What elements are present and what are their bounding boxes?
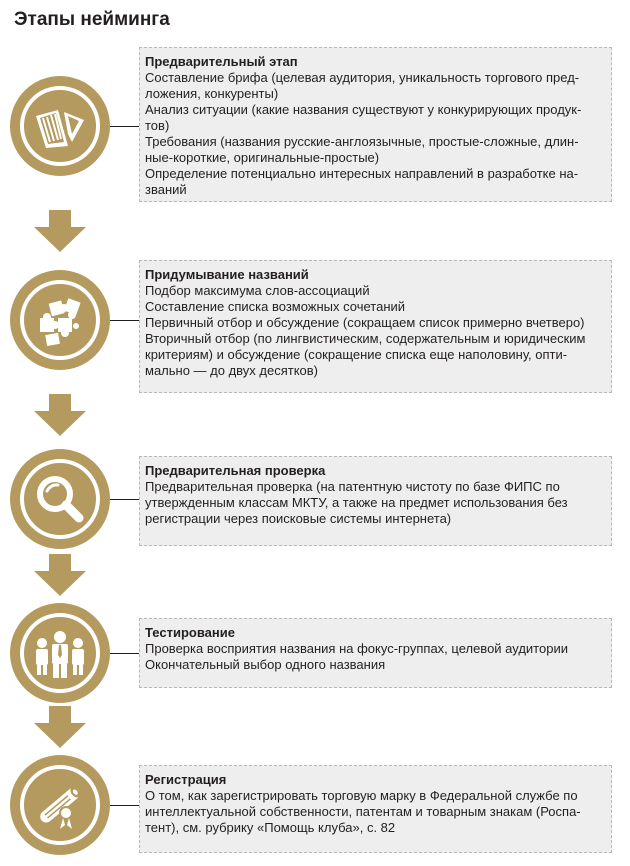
stage-2-line: Вторичный отбор (по лингвистическим, содержательным и юридическим <box>145 331 586 346</box>
stage-1-line: ложения, конкуренты) <box>145 86 279 101</box>
stage-1-line: Анализ ситуации (какие названия существуют у конкурирующих продук- <box>145 102 582 117</box>
stage-4-box <box>139 618 612 688</box>
stage-2-heading: Придумывание названий <box>145 267 309 282</box>
stage-5-line: тент), см. рубрику «Помощь клуба», с. 82 <box>145 820 396 835</box>
stage-2-line: мально — до двух десятков) <box>145 363 319 378</box>
stage-4-icon-circle <box>10 603 110 703</box>
stage-3-line: утвержденным классам МКТУ, а также на предмет использования без <box>145 495 568 510</box>
stage-1-line: тов) <box>145 118 170 133</box>
stage-3-box <box>139 456 612 546</box>
down-arrow-icon <box>34 394 86 436</box>
stage-2-line: Подбор максимума слов-ассоциаций <box>145 283 370 298</box>
certificate-scroll-icon <box>28 773 92 837</box>
stage-2-line: критериям) и обсуждение (сокращение списка еще наполовину, опти- <box>145 347 568 362</box>
stage-1-box <box>139 47 612 202</box>
stage-1-line: званий <box>145 182 187 197</box>
stage-3-heading: Предварительная проверка <box>145 463 326 478</box>
stage-3-connector <box>110 499 139 500</box>
stage-5-connector <box>110 805 139 806</box>
stage-5-box <box>139 765 612 853</box>
stage-4-line: Окончательный выбор одного названия <box>145 657 386 672</box>
stage-2-box <box>139 260 612 393</box>
stage-1-line: Определение потенциально интересных направлений в разработке на- <box>145 166 579 181</box>
stage-5-line: интеллектуальной собственности, патентам и товарным знакам (Роспа- <box>145 804 581 819</box>
document-stack-icon <box>28 94 92 158</box>
stage-2-line: Составление списка возможных сочетаний <box>145 299 406 314</box>
stage-1-line: Составление брифа (целевая аудитория, уникальность торгового пред- <box>145 70 580 85</box>
people-group-icon <box>28 621 92 685</box>
stage-3-line: регистрации через поисковые системы интернета) <box>145 511 452 526</box>
stage-3-icon-circle <box>10 449 110 549</box>
puzzle-icon <box>28 288 92 352</box>
magnifier-icon <box>28 467 92 531</box>
stage-1-connector <box>110 126 139 127</box>
page-title: Этапы нейминга <box>14 9 170 30</box>
stage-3-line: Предварительная проверка (на патентную чистоту по базе ФИПС по <box>145 479 560 494</box>
stage-2-connector <box>110 320 139 321</box>
down-arrow-icon <box>34 210 86 252</box>
stage-2-line: Первичный отбор и обсуждение (сокращаем список примерно вчетверо) <box>145 315 585 330</box>
stage-4-heading: Тестирование <box>145 625 235 640</box>
stage-5-line: О том, как зарегистрировать торговую марку в Федеральной службе по <box>145 788 578 803</box>
down-arrow-icon <box>34 554 86 596</box>
stage-4-connector <box>110 653 139 654</box>
stage-1-icon-circle <box>10 76 110 176</box>
stage-1-heading: Предварительный этап <box>145 54 298 69</box>
stage-5-heading: Регистрация <box>145 772 227 787</box>
stage-1-line: Требования (названия русские-англоязычные, простые-сложные, длин- <box>145 134 579 149</box>
stage-1-line: ные-короткие, оригинальные-простые) <box>145 150 380 165</box>
stage-4-line: Проверка восприятия названия на фокус-группах, целевой аудитории <box>145 641 568 656</box>
down-arrow-icon <box>34 706 86 748</box>
stage-5-icon-circle <box>10 755 110 855</box>
stage-2-icon-circle <box>10 270 110 370</box>
